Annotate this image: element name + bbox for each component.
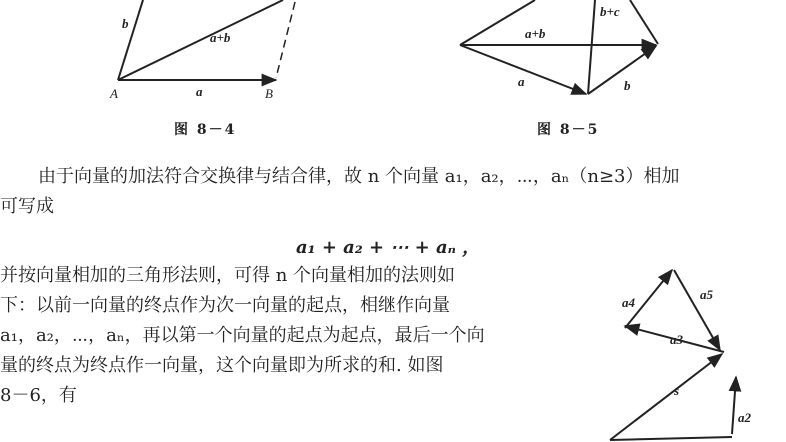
- label-a-plus-b: a+b: [210, 30, 231, 45]
- vector-a2-arrow: [732, 377, 736, 434]
- label-b: b: [624, 78, 631, 93]
- paragraph-line-4: 下：以前一向量的终点作为次一向量的起点，相继作向量: [0, 295, 450, 316]
- formula-sum: a₁ + a₂ + ⋯ + aₙ ，: [296, 237, 481, 258]
- vector-b-arrow: [118, 0, 143, 80]
- vector-a-plus-b-arrow: [118, 0, 283, 80]
- paragraph-line-3: 并按向量相加的三角形法则，可得 n 个向量相加的法则如: [0, 265, 456, 286]
- figure-8-4-caption: 图 8－4: [174, 122, 237, 138]
- label-b-plus-c: b+c: [600, 4, 620, 19]
- paragraph-line-2: 可写成: [0, 196, 54, 217]
- point-B: B: [265, 86, 273, 101]
- vector-b-plus-c-arrow: [588, 0, 595, 94]
- point-A: A: [110, 86, 118, 101]
- label-a: a: [196, 84, 203, 99]
- paragraph-line-6: 量的终点为终点作一向量，这个向量即为所求的和. 如图: [0, 355, 444, 376]
- figure-8-6: [600, 262, 775, 442]
- dashed-side: [276, 2, 295, 78]
- paragraph-line-1: 由于向量的加法符合交换律与结合律，故 n 个向量 a₁，a₂，⋯，aₙ（n≥3）相加: [38, 166, 680, 187]
- vector-a1-segment: [610, 437, 732, 440]
- upper-edge-right: [630, 0, 658, 44]
- upper-edge-left: [460, 0, 535, 45]
- paragraph-line-7: 8－6，有: [0, 385, 77, 406]
- label-s: s: [674, 383, 680, 398]
- label-a: a: [518, 74, 525, 89]
- vector-s-arrow: [610, 354, 722, 440]
- figure-8-5: [440, 0, 740, 110]
- figure-8-4: [0, 0, 320, 110]
- label-a-plus-b: a+b: [525, 26, 546, 41]
- label-a2: a2: [738, 410, 751, 425]
- paragraph-line-5: a₁，a₂，⋯，aₙ，再以第一个向量的起点为起点，最后一个向: [0, 325, 485, 346]
- label-a3: a3: [670, 332, 683, 347]
- label-a4: a4: [622, 295, 635, 310]
- label-b: b: [122, 16, 129, 31]
- label-a5: a5: [700, 287, 713, 302]
- vector-b-arrow: [588, 46, 656, 94]
- figure-8-5-caption: 图 8－5: [537, 122, 600, 138]
